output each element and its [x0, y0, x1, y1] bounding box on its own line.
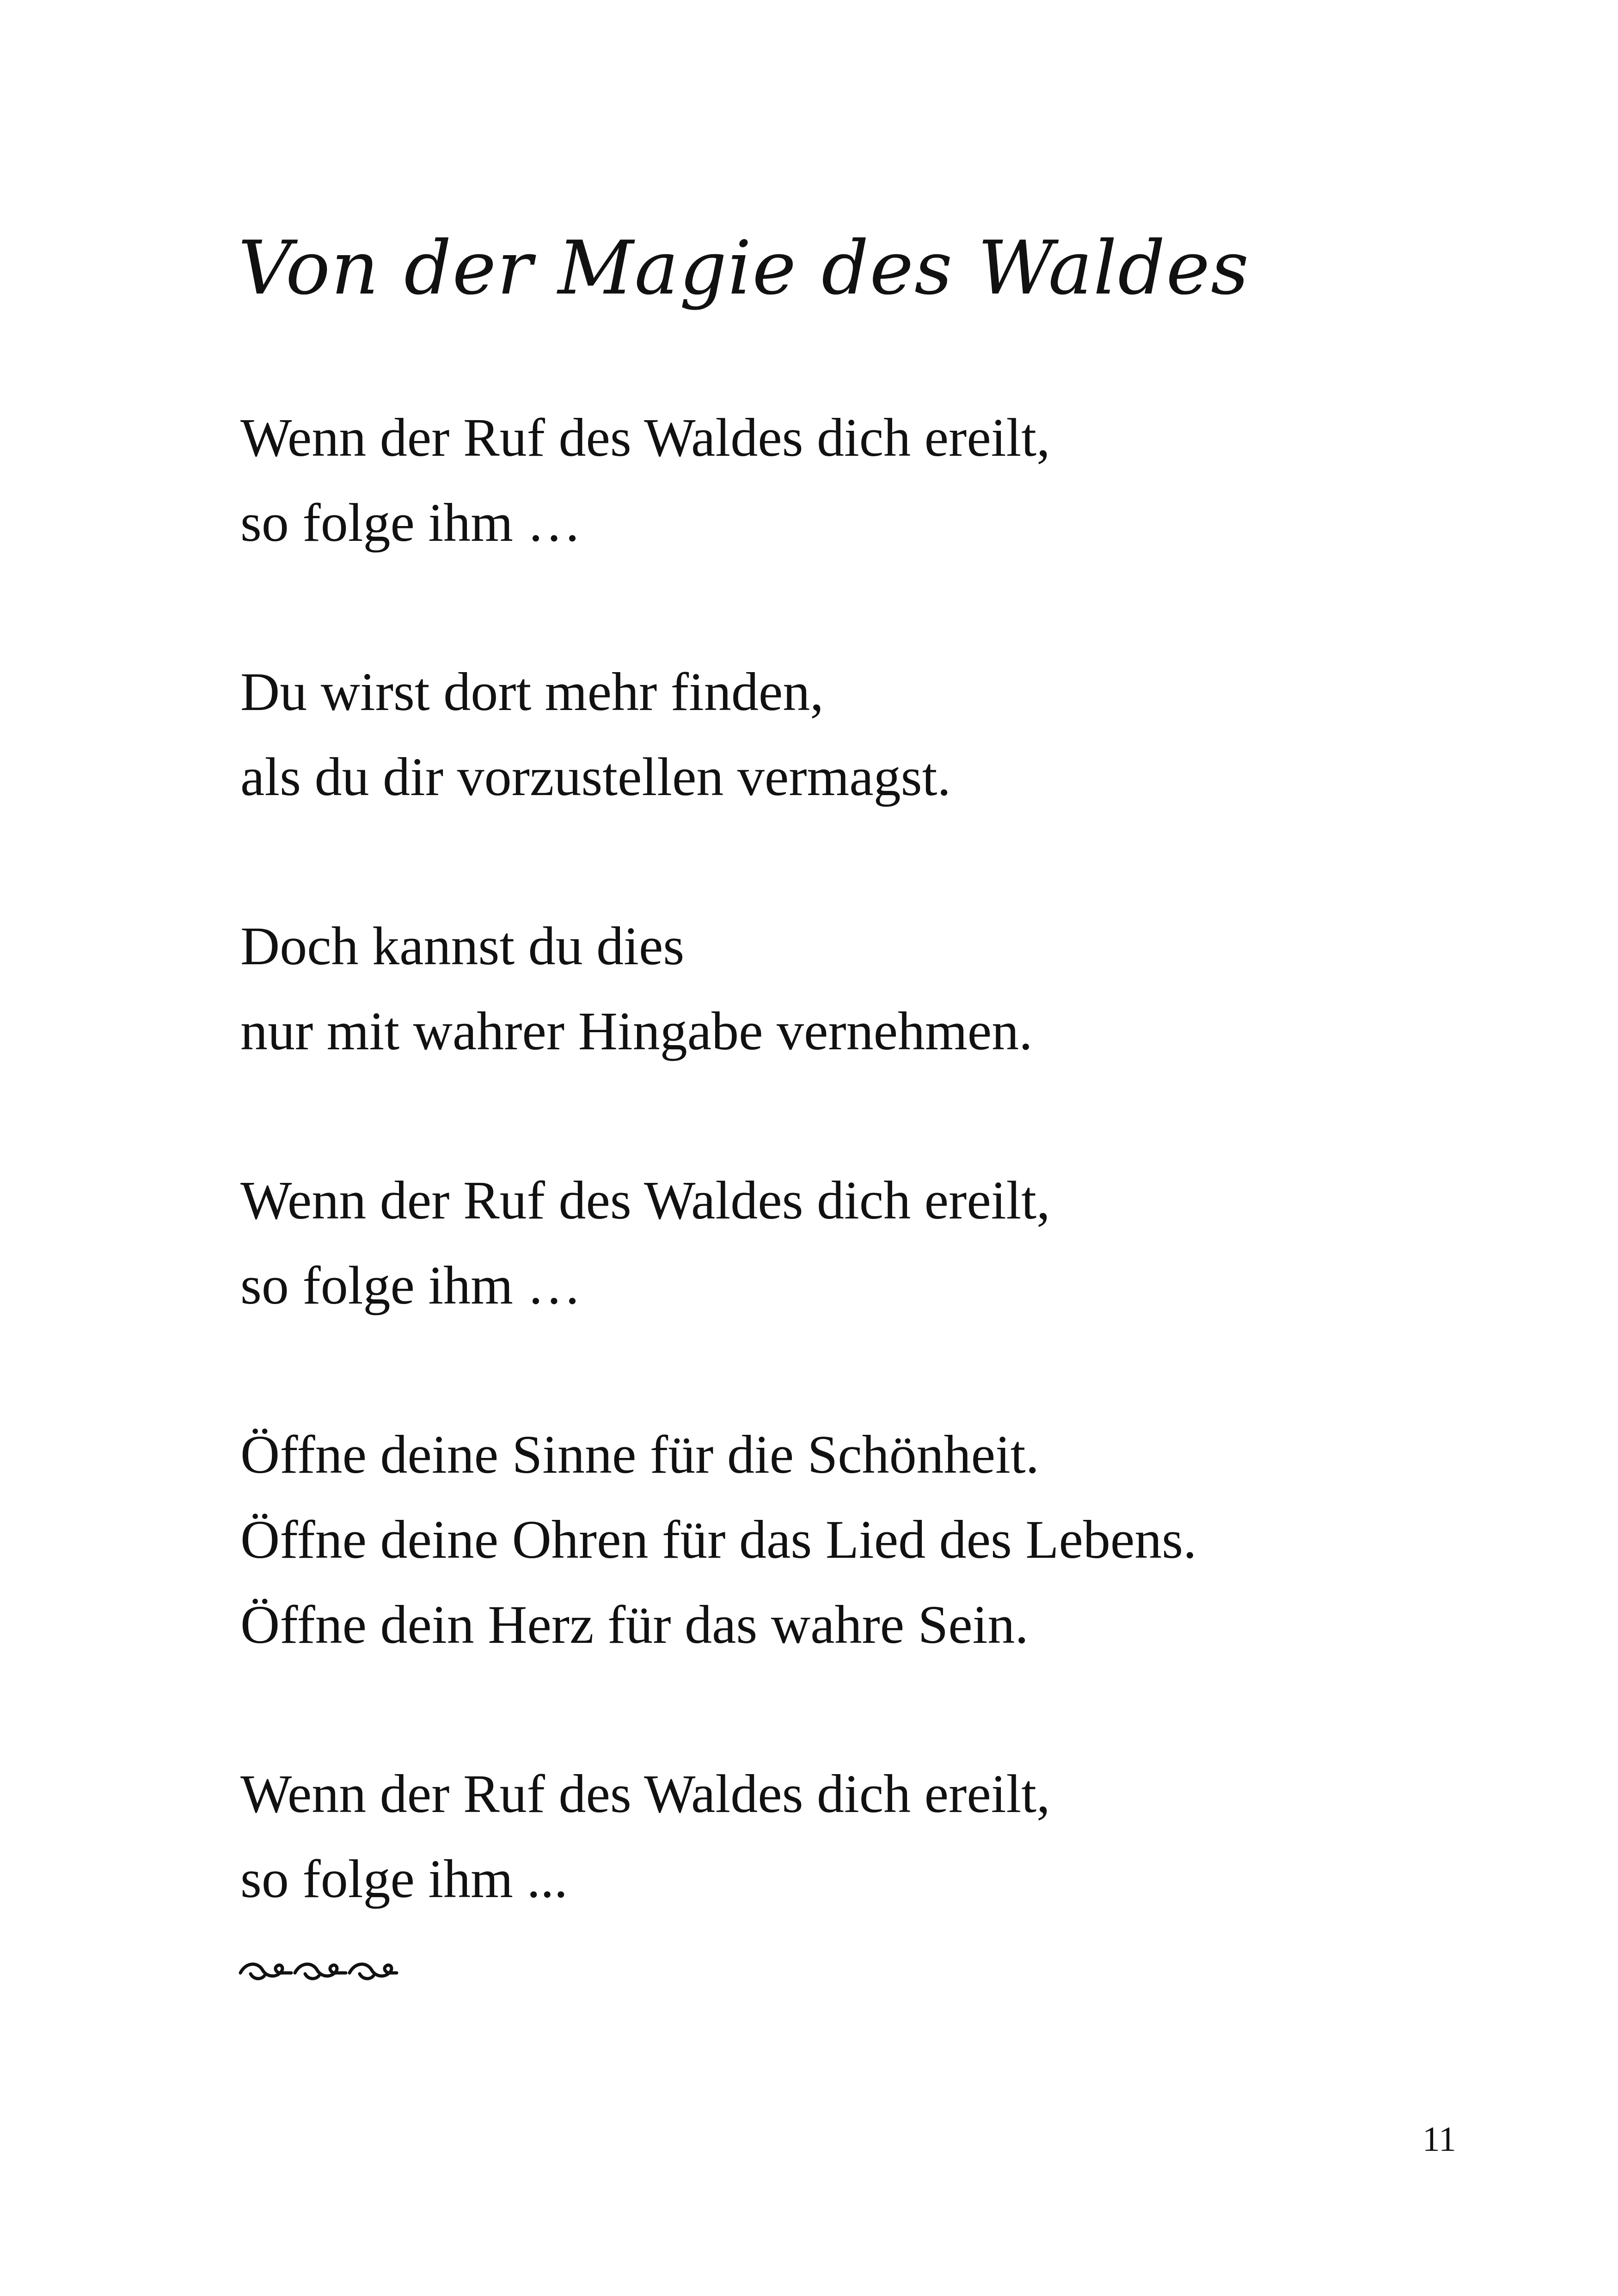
stanza [240, 904, 1442, 1074]
poem-line: so folge ihm … [240, 492, 582, 553]
stanza [240, 1412, 1442, 1667]
stanza [240, 395, 1442, 565]
poem-line: Öffne deine Sinne für die Schönheit. [240, 1424, 1040, 1485]
poem-line: als du dir vorzustellen vermagst. [240, 747, 951, 807]
stanza [240, 1751, 1442, 1922]
poem-line: Du wirst dort mehr finden, [240, 661, 824, 722]
poem-body [240, 395, 1442, 2006]
poem-line: Doch kannst du dies [240, 916, 685, 976]
poem-line: Öffne deine Ohren für das Lied des Lebens. [240, 1509, 1197, 1570]
stanza [240, 649, 1442, 820]
poem-line: so folge ihm ... [240, 1849, 568, 1909]
poem-line: Wenn der Ruf des Waldes dich ereilt, [240, 1763, 1050, 1824]
poem-title: Von der Magie des Waldes [238, 225, 1250, 311]
flourish-ornament-icon [237, 1955, 403, 1988]
poem-line: Öffne dein Herz für das wahre Sein. [240, 1594, 1029, 1655]
poem-line: Wenn der Ruf des Waldes dich ereilt, [240, 407, 1050, 468]
poem-line: nur mit wahrer Hingabe vernehmen. [240, 1001, 1033, 1061]
poem-line: so folge ihm … [240, 1255, 582, 1316]
stanza [240, 1158, 1442, 1328]
poem-line: Wenn der Ruf des Waldes dich ereilt, [240, 1170, 1050, 1231]
page-number: 11 [1422, 2120, 1456, 2159]
